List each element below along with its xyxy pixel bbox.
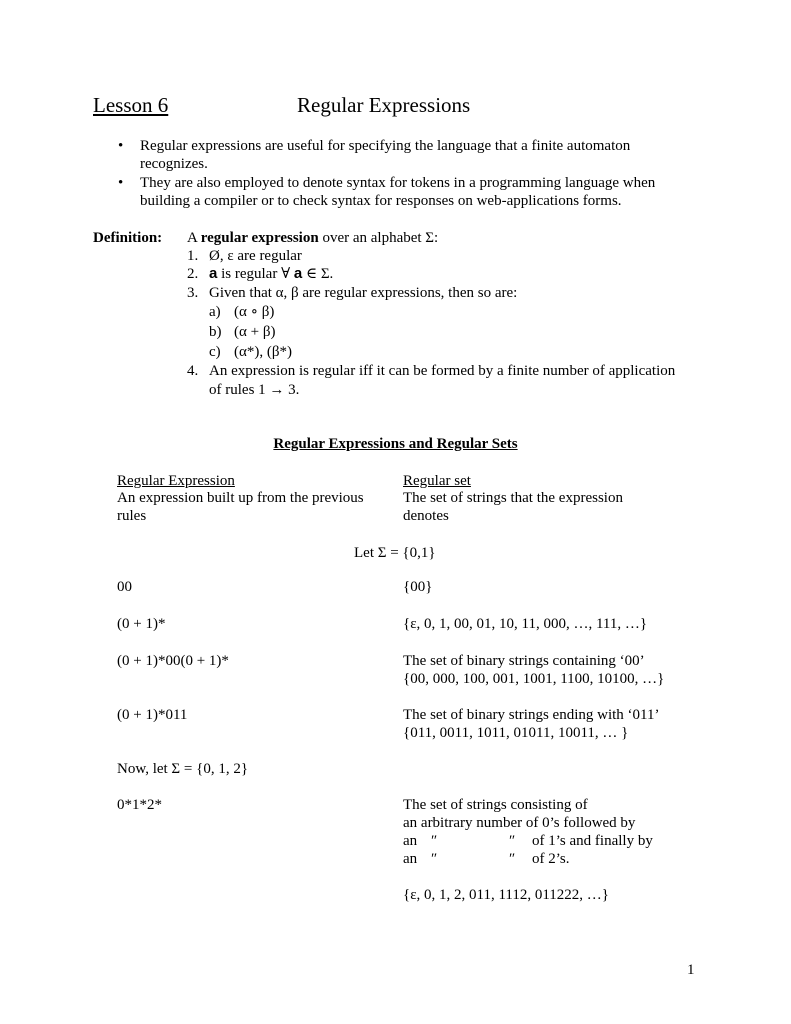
example-4-expression: (0 + 1)*011	[117, 707, 188, 723]
column-desc-left-2: rules	[117, 508, 147, 524]
definition-label: Definition:	[93, 230, 163, 246]
rule-4: 4. An expression is regular iff it can be formed by a finite number of application	[187, 363, 676, 379]
definition-intro: A regular expression over an alphabet Σ:	[187, 230, 439, 246]
example-2-set: {ε, 0, 1, 00, 01, 10, 11, 000, …, 111, …}	[403, 616, 648, 632]
subrule-a: a) (α ∘ β)	[209, 304, 275, 320]
ditto-mark: ″	[509, 851, 516, 867]
rule-2: 2. a is regular ∀ a ∈ Σ.	[187, 265, 334, 282]
example-5-desc-3: an ″ ″ of 1’s and finally by	[403, 833, 653, 849]
ditto-mark: ″	[431, 833, 438, 849]
column-header-left: Regular Expression	[117, 473, 235, 489]
column-header-right: Regular set	[403, 473, 471, 489]
bullet-1-line-1: Regular expressions are useful for specifying the language that a finite automaton	[140, 138, 631, 154]
column-desc-right-1: The set of strings that the expression	[403, 490, 623, 506]
page-title: Regular Expressions	[297, 93, 471, 117]
example-5-expression: 0*1*2*	[117, 797, 162, 813]
bullet-icon: •	[118, 138, 124, 154]
rule-3: 3. Given that α, β are regular expressions, then so are:	[187, 285, 518, 301]
bullet-2-line-1: They are also employed to denote syntax for tokens in a programming language when	[140, 175, 656, 191]
example-1-set: {00}	[403, 579, 433, 595]
column-desc-left-1: An expression built up from the previous	[117, 490, 364, 506]
bullet-2-line-2: building a compiler or to check syntax for responses on web-applications forms.	[140, 193, 622, 209]
subrule-c: c) (α*), (β*)	[209, 344, 292, 360]
example-4-set-desc: The set of binary strings ending with ‘011’	[403, 707, 660, 723]
example-5-set: {ε, 0, 1, 2, 011, 1112, 011222, …}	[403, 887, 609, 903]
example-3-set-desc: The set of binary strings containing ‘00’	[403, 653, 645, 669]
example-1-expression: 00	[117, 579, 132, 595]
rule-1: 1. Ø, ε are regular	[187, 248, 302, 264]
section-heading: Regular Expressions and Regular Sets	[273, 436, 518, 452]
bullet-1-line-2: recognizes.	[140, 156, 208, 172]
let-sigma: Let Σ = {0,1}	[354, 545, 436, 561]
now-let-sigma: Now, let Σ = {0, 1, 2}	[117, 761, 249, 777]
rule-4-line-2: of rules 1 → 3.	[209, 382, 300, 398]
ditto-mark: ″	[431, 851, 438, 867]
bullet-icon: •	[118, 175, 124, 191]
example-5-desc-4: an ″ ″ of 2’s.	[403, 851, 570, 867]
example-2-expression: (0 + 1)*	[117, 616, 166, 632]
example-3-set: {00, 000, 100, 001, 1001, 1100, 10100, …}	[403, 671, 665, 687]
column-desc-right-2: denotes	[403, 508, 449, 524]
term-regular-expression: regular expression	[200, 230, 319, 246]
example-5-desc-1: The set of strings consisting of	[403, 797, 588, 813]
page-number: 1	[687, 962, 695, 978]
ditto-mark: ″	[509, 833, 516, 849]
example-4-set: {011, 0011, 1011, 01011, 10011, … }	[403, 725, 629, 741]
example-3-expression: (0 + 1)*00(0 + 1)*	[117, 653, 229, 669]
subrule-b: b) (α + β)	[209, 324, 276, 340]
lesson-number: Lesson 6	[93, 93, 169, 117]
page-header	[93, 93, 471, 117]
example-5-desc-2: an arbitrary number of 0’s followed by	[403, 815, 636, 831]
